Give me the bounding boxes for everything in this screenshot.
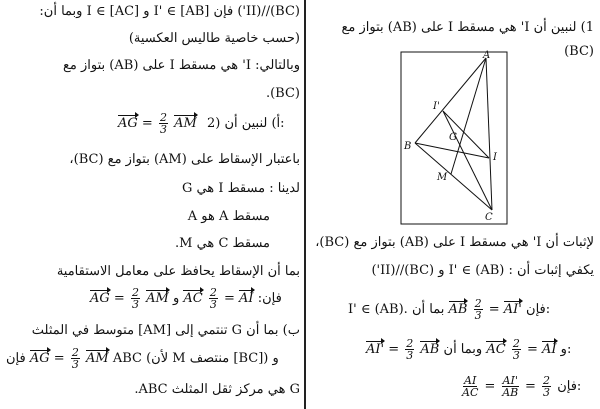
segment-ac [486,58,492,210]
geometry-figure [395,48,515,228]
label-a: A [483,50,491,61]
text: (BC) [564,44,594,59]
text: G هي مركز ثقل المثلث ABC. [134,382,300,397]
vector-ab: AB [448,302,468,317]
left-line-14 [134,382,300,398]
text: (حسب خاصية طاليس العكسية) [128,31,300,46]
fraction [209,287,218,310]
left-line-12 [32,323,300,339]
denominator: 3 [131,298,139,311]
text: يكفي إثبات أن : I' ∈ (AB) و (BC)//(II') [371,263,594,278]
fraction [462,375,478,398]
numerator: 2 [131,286,139,299]
label: 2) أ) لنبين أن: [206,116,285,131]
left-line-13: فإن AG = $\frac{2}{3}$ AM ABC (لأن M منتصف [BC]) و [6,346,279,371]
denominator: 3 [474,309,482,322]
text: مسقط C هي M. [175,236,270,251]
segment-bc [415,143,492,210]
label-i: I [493,152,497,163]
right-line-6: AI' = $\frac{2}{3}$ AB و AI = $\frac{2}{3}$ AC وبما أن: [366,337,572,362]
fraction [71,347,80,370]
text: لدينا : مسقط I هي G [181,181,300,196]
denominator: 3 [512,349,520,362]
equals: = [141,116,153,131]
left-line-6 [69,152,300,168]
vector-ai: AI [239,291,254,306]
numerator: AI [464,374,477,387]
vector-ag: AG [90,291,110,306]
right-line-5: I' ∈ (AB). فإن AI' = $\frac{2}{3}$ AB بما أن: [348,297,551,322]
label-i-prime: I' [433,101,440,112]
fraction [512,338,521,361]
text: و [560,342,567,357]
segment-bi [415,143,489,158]
right-line-2 [564,44,594,60]
text: (BC). [265,86,300,101]
vector-ai-prime: AI' [366,342,385,357]
numerator: 2 [209,286,217,299]
fraction [131,287,140,310]
label-c: C [485,212,493,223]
left-line-3 [63,58,300,74]
vector-ag: AG [29,351,50,366]
left-line-11: AG = $\frac{2}{3}$ AM فإن: AI = $\frac{2}{3}$ AC و [90,286,282,311]
numerator: 2 [159,111,167,124]
text: فإن: [557,379,582,394]
fraction [159,112,168,135]
left-line-7 [182,181,300,197]
segment-ci [443,111,492,210]
text: فإن: [257,291,282,306]
label-g: G [449,132,457,143]
right-line-4 [371,263,594,279]
left-line-9 [175,236,270,252]
vector-ac: AC [183,291,203,306]
label-b: B [404,141,412,152]
text: وبما أن: [443,342,572,357]
denominator: AC [462,386,479,399]
text: مسقط A هو A [187,209,270,224]
vector-am: AM [174,116,197,131]
text: و [172,291,180,306]
text: فإن [526,302,546,317]
vector-ai-prime: AI' [503,302,522,317]
numerator: 2 [543,374,551,387]
numerator: 2 [71,346,79,359]
denominator: 3 [543,386,551,399]
numerator: 2 [512,337,520,350]
vector-ag: AG [118,116,138,131]
right-line-3 [315,235,594,251]
left-line-5 [118,112,285,135]
denominator: 3 [159,123,167,136]
segment-ab [415,58,486,143]
denominator: AB [502,386,519,399]
numerator: 2 [474,297,482,310]
numerator: AI' [502,374,518,387]
denominator: 3 [71,358,79,371]
vector-ab: AB [420,342,440,357]
text: باعتبار الإسقاط على (AM) بتواز مع (BC)، [69,152,300,167]
text: I' ∈ (AB). [348,302,408,317]
denominator: 3 [209,298,217,311]
text: وبالتالي: I' هي مسقط I على (AB) بتواز مع [63,58,300,73]
numerator: 2 [406,337,414,350]
vector-ac: AC [486,342,506,357]
fraction [542,375,551,398]
vector-am: AM [146,291,169,306]
vector-ai: AI [541,342,557,357]
text: (BC)//(II') فإن I' ∈ [AB] و I ∈ [AC] وبما أن: [39,4,300,19]
text: بما أن الإسقاط يحافظ على معامل الاستقامية [56,264,300,279]
text: 1) لنبين أن I' هي مسقط I على (AB) بتواز مع [341,20,594,35]
fraction [474,298,483,321]
right-line-1 [341,20,594,36]
fraction [502,375,519,398]
left-line-10 [57,264,300,280]
text: فإن [6,351,26,366]
left-line-8 [188,209,270,225]
column-divider [304,0,306,409]
text: بما أن: [411,302,551,317]
vector-am: AM [85,351,109,366]
fraction [405,338,414,361]
right-line-7: $\frac{AI}{AC}$ = $\frac{AI'}{AB}$ = $\frac{2}{3}$ فإن: [462,374,582,399]
label-m: M [437,172,448,183]
left-line-4 [266,86,300,102]
left-line-1 [39,4,300,20]
denominator: 3 [406,349,414,362]
left-line-2 [129,31,300,47]
text: ABC (لأن M منتصف [BC]) و [112,351,279,366]
text: لإثبات أن I' هي مسقط I على (AB) بتواز مع (BC)، [315,235,594,250]
text: ب) بما أن G تنتمي إلى [AM] متوسط في المثلث [31,323,300,338]
